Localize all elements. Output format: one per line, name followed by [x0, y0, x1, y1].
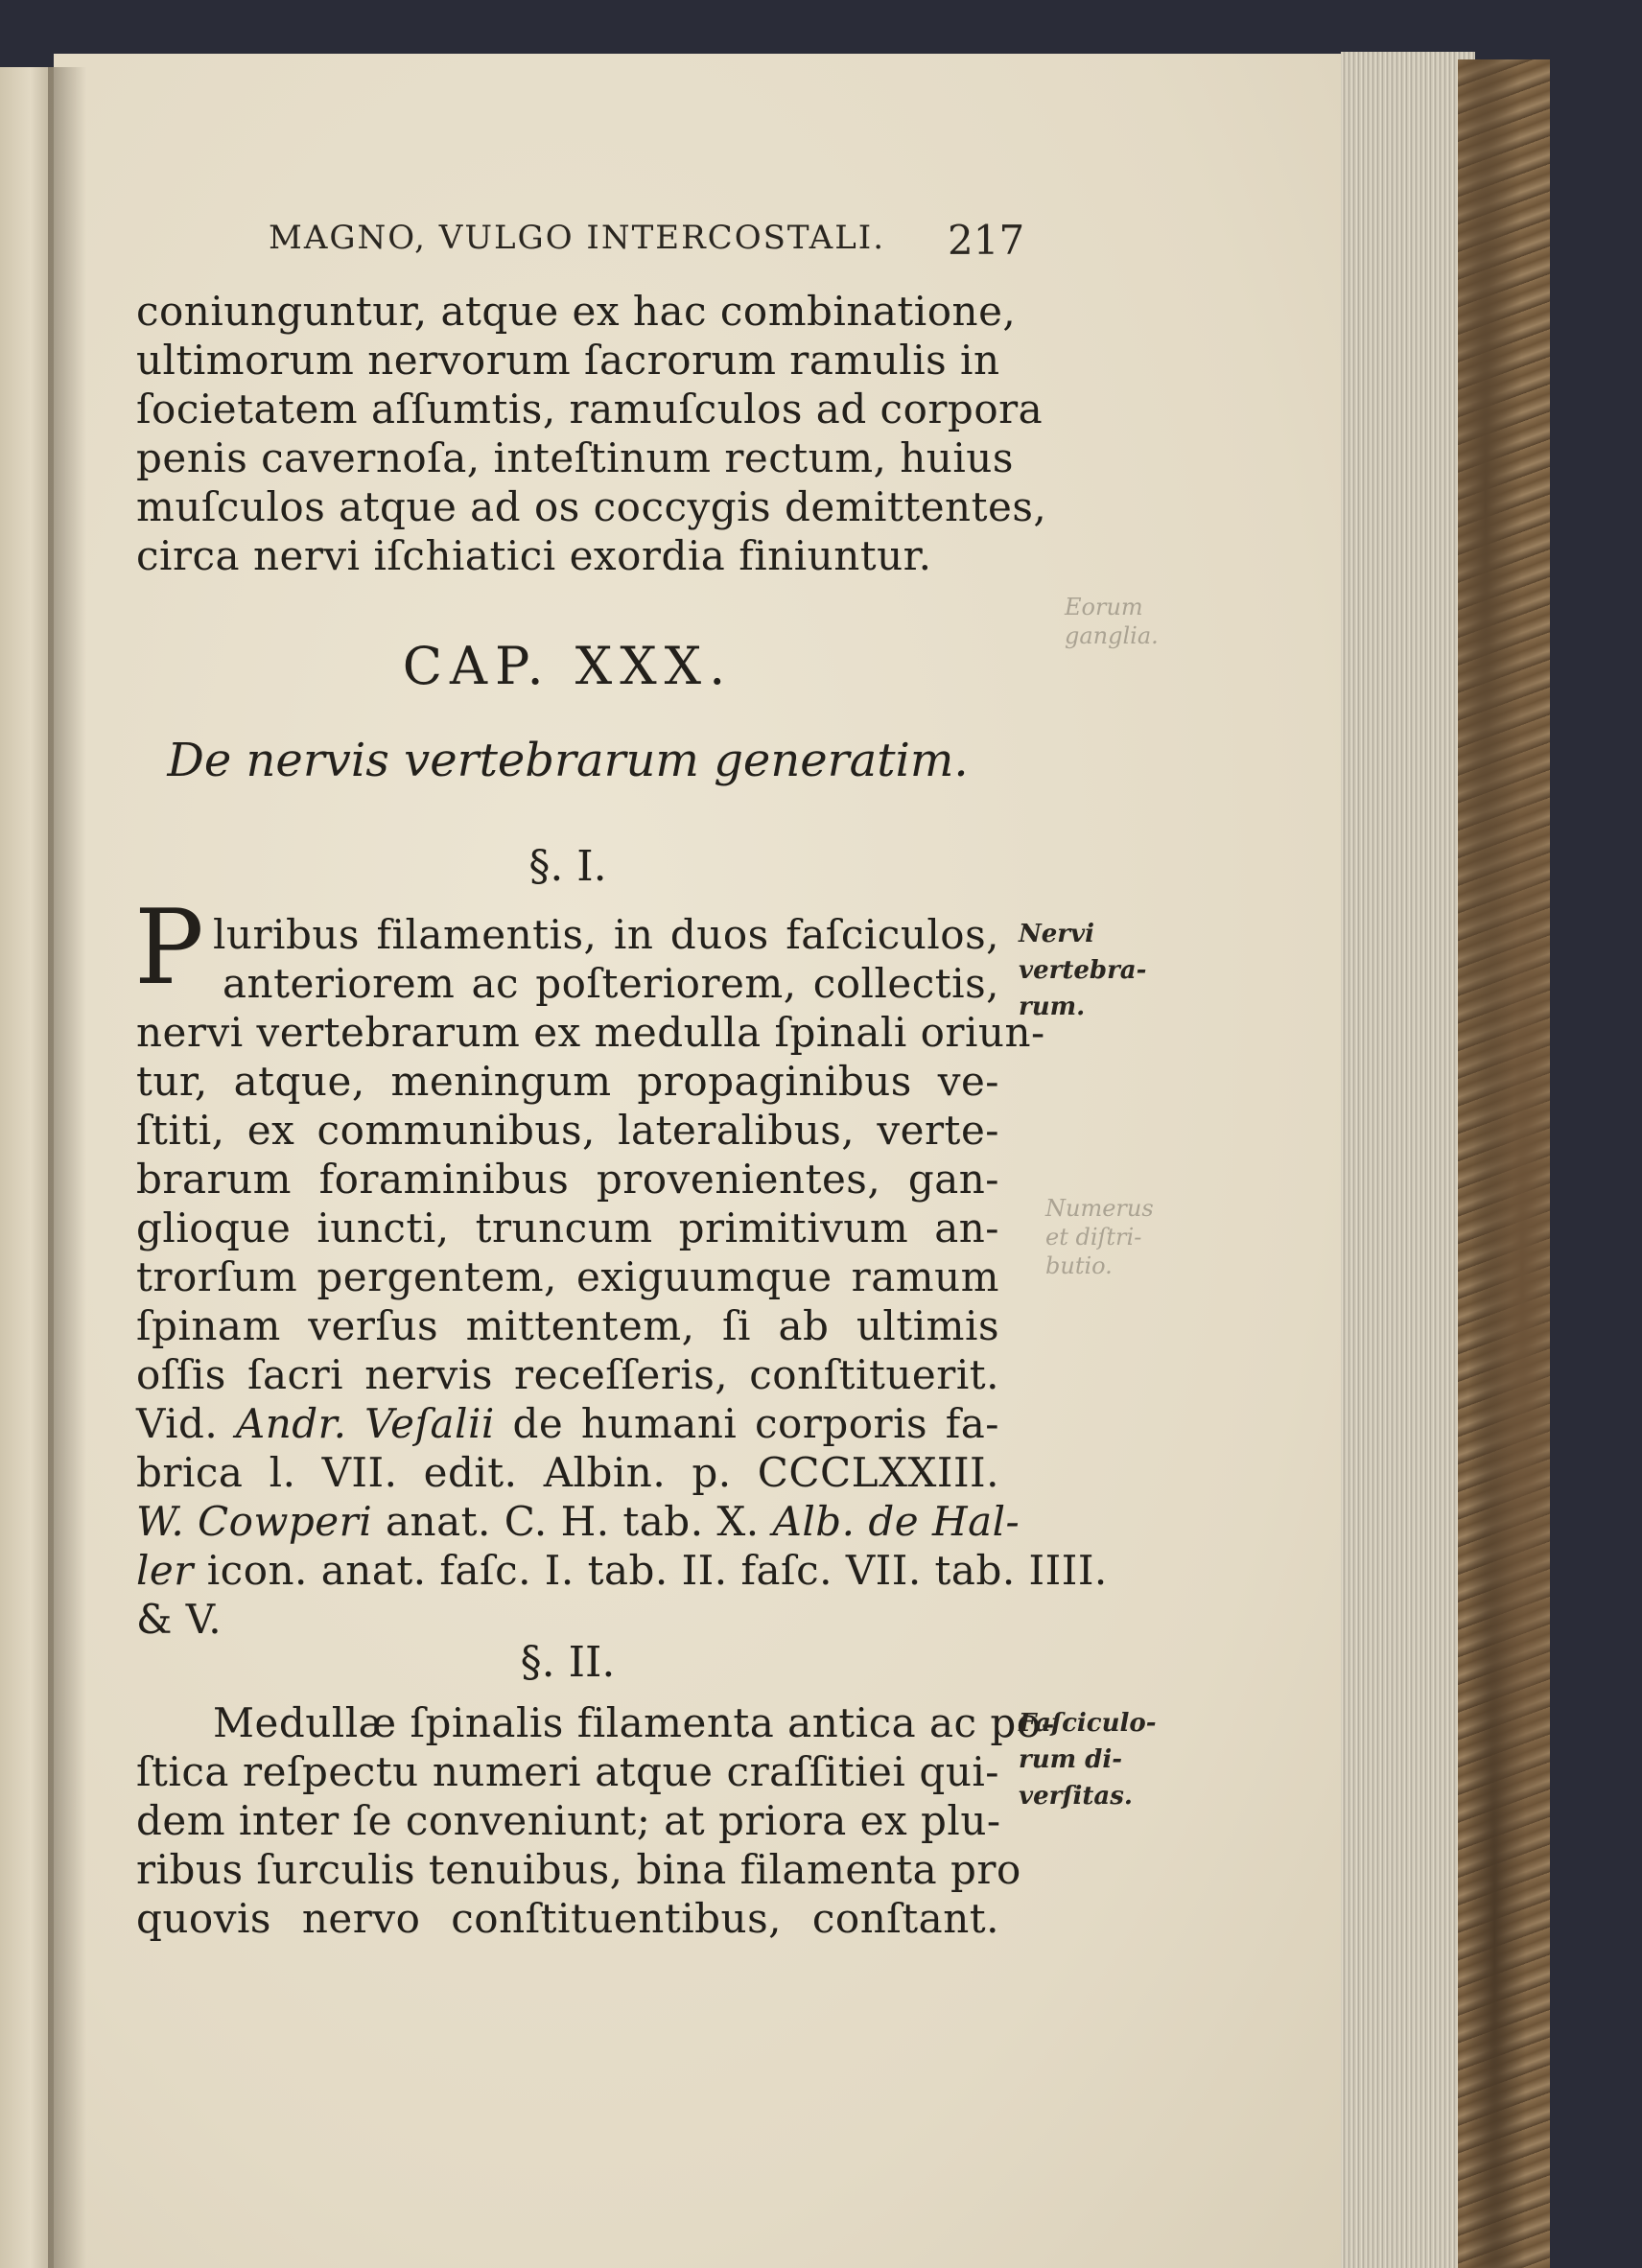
- text-line: tur, atque, meningum propaginibus ve-: [136, 1058, 999, 1105]
- chapter-subtitle: De nervis vertebrarum generatim.: [167, 734, 969, 787]
- text-line: ſtica reſpectu numeri atque craſſitiei qui-: [136, 1748, 999, 1795]
- text-line: glioque iuncti, truncum primitivum an-: [136, 1204, 999, 1251]
- text-line: quovis nervo conſtituentibus, conſtant.: [136, 1895, 999, 1942]
- text-line: brica l. VII. edit. Albin. p. CCCLXXIII.: [136, 1449, 999, 1496]
- text-line: coniunguntur, atque ex hac combinatione,: [136, 288, 1017, 335]
- section-mark-1: §. I.: [528, 842, 607, 891]
- gutter-shadow: [48, 67, 86, 2268]
- section-mark-2: §. II.: [520, 1638, 616, 1687]
- text-line: ribus ſurculis tenuibus, bina filamenta pro: [136, 1846, 1021, 1893]
- ref-author: ler: [136, 1547, 194, 1594]
- text-line: Medullæ ſpinalis filamenta antica ac po-: [213, 1699, 1056, 1746]
- text-line: anteriorem ac poſteriorem, collectis,: [223, 960, 999, 1007]
- text-line: brarum foraminibus provenientes, gan-: [136, 1156, 999, 1203]
- page-block-edges: [1341, 52, 1475, 2268]
- text-line-reference: [136, 1400, 999, 1448]
- text-line-reference: [136, 1498, 1020, 1546]
- text-line: nervi vertebrarum ex medulla ſpinali oriun-: [136, 1009, 1045, 1056]
- margin-note-nervi-vertebrarum: Nervi vertebra- rum.: [1019, 920, 1147, 1021]
- text-line: ſocietatem aſſumtis, ramuſculos ad corpora: [136, 386, 1044, 433]
- drop-cap: P: [134, 888, 204, 1008]
- chapter-title: CAP. XXX.: [402, 636, 734, 696]
- text-line: oſſis ſacri nervis receſſeris, conſtituerit.: [136, 1351, 999, 1398]
- ref-text: de humani corporis fa-: [512, 1400, 999, 1447]
- text-line: ultimorum nervorum ſacrorum ramulis in: [136, 337, 1000, 384]
- text-line: circa nervi iſchiatici exordia finiuntur.: [136, 532, 932, 579]
- margin-note-ghost: Numerus et diſtri- butio.: [1045, 1195, 1154, 1279]
- ref-author: Alb. de Hal-: [772, 1498, 1020, 1545]
- text-line: luribus filamentis, in duos faſciculos,: [213, 911, 999, 958]
- text-line: ſtiti, ex communibus, lateralibus, verte-: [136, 1107, 999, 1154]
- ref-author: W. Cowperi: [136, 1498, 373, 1545]
- ref-text: icon. anat. faſc. I. tab. II. faſc. VII. tab. IIII.: [206, 1547, 1108, 1594]
- page-number: 217: [948, 217, 1025, 264]
- ref-text: Vid.: [136, 1400, 219, 1447]
- running-head: MAGNO, VULGO INTERCOSTALI.: [269, 219, 886, 257]
- marbled-cover: [1458, 59, 1550, 2268]
- text-line: & V.: [136, 1596, 223, 1643]
- text-line: dem inter ſe conveniunt; at priora ex plu-: [136, 1797, 1001, 1844]
- text-line: penis cavernoſa, inteſtinum rectum, huius: [136, 434, 1014, 481]
- ref-author: Andr. Veſalii: [235, 1400, 495, 1447]
- margin-note-ghost: Eorum ganglia.: [1065, 594, 1159, 649]
- margin-note-fasciculorum-diversitas: Faſciculo- rum di- verſitas.: [1019, 1709, 1157, 1811]
- text-line-reference: [136, 1547, 1108, 1595]
- text-line: ſpinam verſus mittentem, ſi ab ultimis: [136, 1302, 999, 1349]
- text-line: trorſum pergentem, exiguumque ramum: [136, 1253, 999, 1300]
- text-line: muſculos atque ad os coccygis demittentes,: [136, 483, 1047, 530]
- ref-text: anat. C. H. tab. X.: [386, 1498, 760, 1545]
